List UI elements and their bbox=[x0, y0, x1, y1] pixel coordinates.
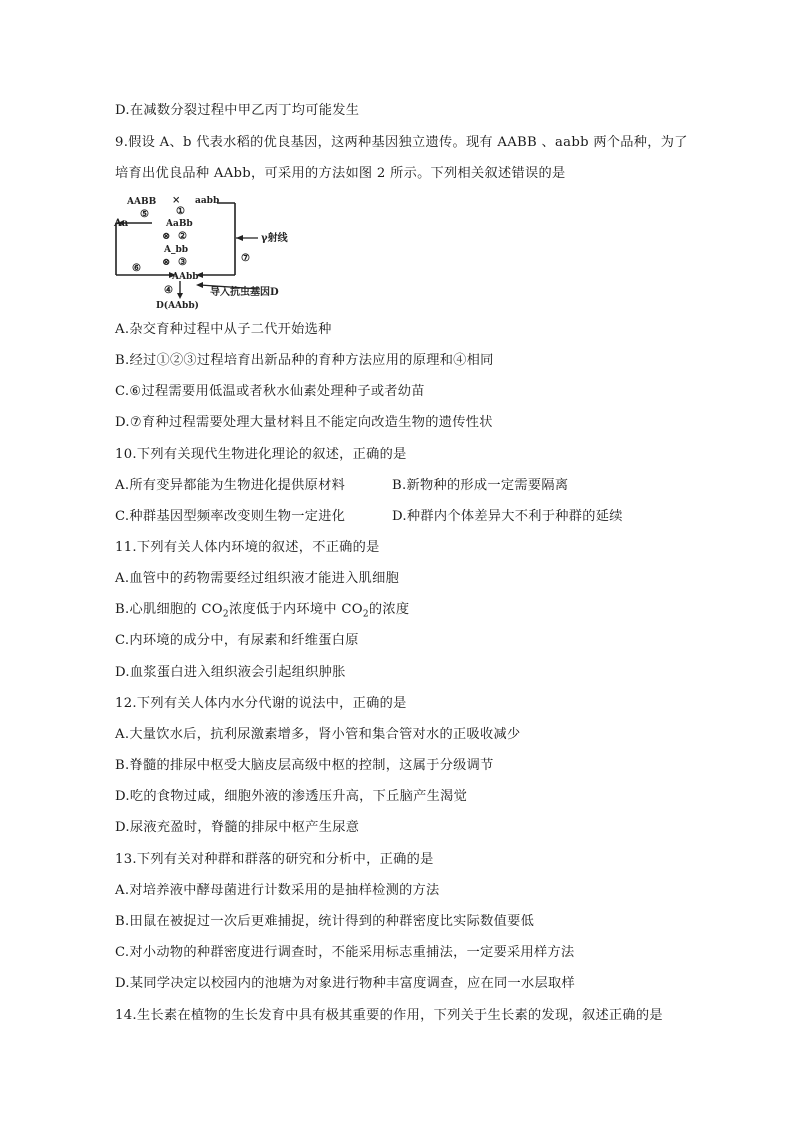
q9-option-a: A.杂交育种过程中从子二代开始选种 bbox=[115, 322, 332, 337]
breeding-diagram bbox=[110, 193, 310, 311]
q13-option-a: A.对培养液中酵母菌进行计数采用的是抽样检测的方法 bbox=[115, 883, 440, 898]
q12-stem: 12.下列有关人体内水分代谢的说法中，正确的是 bbox=[115, 696, 407, 711]
result-d-aabb-label: D(AAbb) bbox=[156, 301, 199, 311]
q13-option-b: B.田鼠在被捉过一次后更难捕捉，统计得到的种群密度比实际数值要低 bbox=[115, 914, 535, 929]
parent-aabb-lower-label: aabb bbox=[195, 196, 220, 206]
q11-option-b-part2: 浓度低于内环境中 CO bbox=[228, 602, 363, 617]
q12-option-d2: D.尿液充盈时，脊髓的排尿中枢产生尿意 bbox=[115, 820, 360, 835]
gene-insertion-label: 导入抗虫基因D bbox=[210, 287, 279, 298]
step-3-label: ③ bbox=[178, 257, 187, 268]
step-5-label: ⑤ bbox=[140, 209, 149, 220]
q10-option-c: C.种群基因型频率改变则生物一定进化 bbox=[115, 509, 346, 524]
q10-option-b: B.新物种的形成一定需要隔离 bbox=[392, 478, 569, 493]
step-4-label: ④ bbox=[164, 285, 173, 296]
q10-stem: 10.下列有关现代生物进化理论的叙述，正确的是 bbox=[115, 447, 407, 462]
f1-aabb-label: AaBb bbox=[166, 219, 193, 229]
cross-symbol: × bbox=[172, 195, 181, 206]
q14-stem: 14.生长素在植物的生长发育中具有极其重要的作用，下列关于生长素的发现，叙述正确的是 bbox=[115, 1008, 663, 1023]
q9-option-c: C.⑥过程需要用低温或者秋水仙素处理种子或者幼苗 bbox=[115, 384, 425, 399]
q12-option-d1: D.吃的食物过咸，细胞外液的渗透压升高，下丘脑产生渴觉 bbox=[115, 789, 468, 804]
q11-option-b-part3: 的浓度 bbox=[368, 602, 410, 617]
f2-a-bb-label: A_bb bbox=[164, 245, 189, 255]
step-1-label: ① bbox=[176, 206, 185, 217]
q12-option-b: B.脊髓的排尿中枢受大脑皮层高级中枢的控制，这属于分级调节 bbox=[115, 758, 494, 773]
q11-option-b bbox=[115, 600, 409, 620]
q10-option-a: A.所有变异都能为生物进化提供原材料 bbox=[115, 478, 346, 493]
q9-option-b: B.经过①②③过程培育出新品种的育种方法应用的原理和④相同 bbox=[115, 353, 494, 368]
self-cross-symbol-2: ⊗ bbox=[162, 257, 171, 268]
q11-option-c: C.内环境的成分中，有尿素和纤维蛋白原 bbox=[115, 633, 359, 648]
q9-option-d: D.⑦育种过程需要处理大量材料且不能定向改造生物的遗传性状 bbox=[115, 415, 493, 430]
step-6-label: ⑥ bbox=[132, 263, 141, 274]
q11-stem: 11.下列有关人体内环境的叙述，不正确的是 bbox=[115, 540, 380, 555]
q10-option-d: D.种群内个体差异大不利于种群的延续 bbox=[392, 509, 623, 524]
target-aabb-label: AAbb bbox=[172, 272, 199, 282]
q11-option-a: A.血管中的药物需要经过组织液才能进入肌细胞 bbox=[115, 571, 400, 586]
self-cross-symbol-1: ⊗ bbox=[162, 231, 171, 242]
subscript-2: 2 bbox=[362, 609, 369, 620]
q13-option-c: C.对小动物的种群密度进行调查时，不能采用标志重捕法，一定要采用样方法 bbox=[115, 945, 575, 960]
step-2-label: ② bbox=[178, 231, 187, 242]
step-7-label: ⑦ bbox=[241, 253, 250, 264]
q12-option-a: A.大量饮水后，抗利尿激素增多，肾小管和集合管对水的正吸收减少 bbox=[115, 727, 521, 742]
q13-stem: 13.下列有关对种群和群落的研究和分析中，正确的是 bbox=[115, 852, 434, 867]
q11-option-d: D.血浆蛋白进入组织液会引起组织肿胀 bbox=[115, 665, 346, 680]
haploid-aa-label: Aa bbox=[114, 218, 129, 229]
q9-stem-line1: 9.假设 A、b 代表水稻的优良基因，这两种基因独立遗传。现有 AABB 、aabb 两个品种，为了 bbox=[115, 135, 688, 150]
subscript-2: 2 bbox=[222, 609, 229, 620]
q8-option-d: D.在减数分裂过程中甲乙丙丁均可能发生 bbox=[115, 103, 360, 118]
q9-stem-line2: 培育出优良品种 AAbb，可采用的方法如图 2 所示。下列相关叙述错误的是 bbox=[115, 166, 566, 181]
parent-aabb-label: AABB bbox=[127, 197, 157, 207]
q11-option-b-part1: B.心肌细胞的 CO bbox=[115, 602, 223, 617]
q13-option-d: D.某同学决定以校园内的池塘为对象进行物种丰富度调查，应在同一水层取样 bbox=[115, 976, 575, 991]
gamma-ray-label: γ射线 bbox=[261, 233, 288, 244]
